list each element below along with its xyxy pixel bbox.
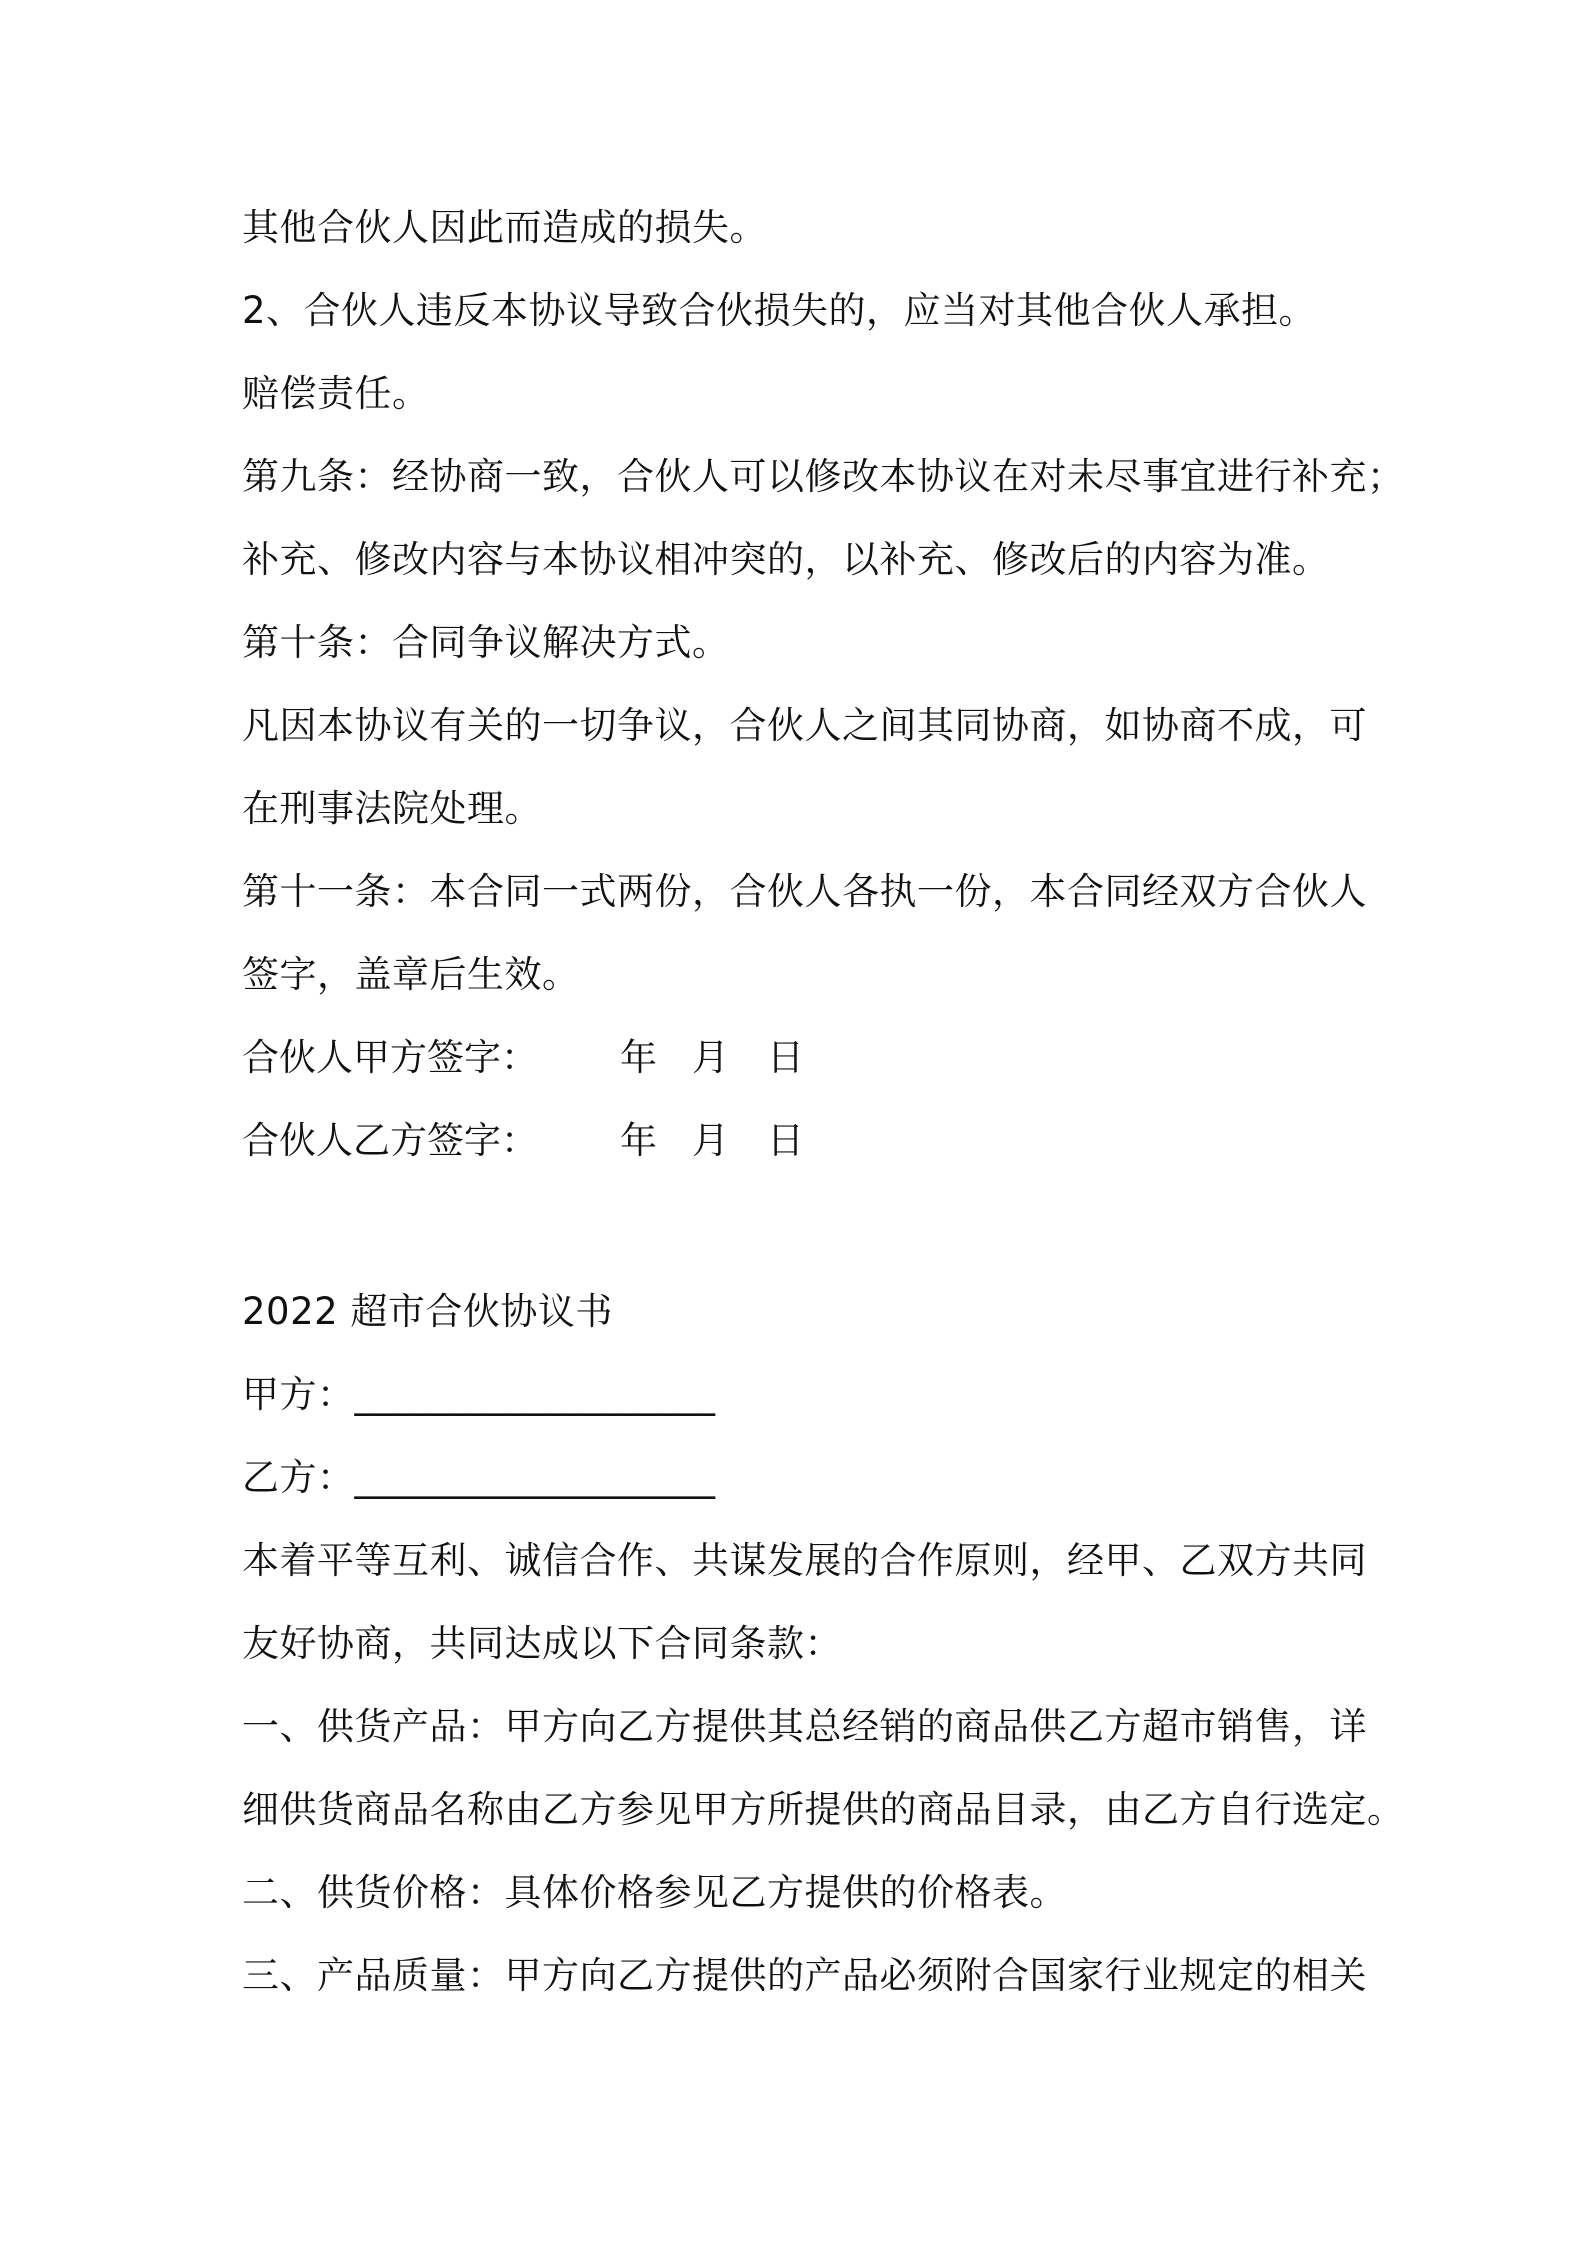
article-10-line: 第十条：合同争议解决方式。 (242, 621, 730, 664)
clause-1-line: 一、供货产品：甲方向乙方提供其总经销的商品供乙方超市销售，详 (242, 1705, 1367, 1748)
paragraph-line: 2、合伙人违反本协议导致合伙损失的，应当对其他合伙人承担。 (242, 289, 1317, 332)
paragraph-line: 其他合伙人因此而造成的损失。 (242, 206, 767, 249)
clause-2-line: 二、供货价格：具体价格参见乙方提供的价格表。 (242, 1871, 1067, 1914)
signature-day: 日 (767, 1119, 804, 1162)
signature-year: 年 (620, 1119, 657, 1162)
paragraph-line: 凡因本协议有关的一切争议，合伙人之间其同协商，如协商不成，可 (242, 704, 1367, 747)
party-b-line: 乙方：___________________ (242, 1456, 716, 1499)
signature-label: 合伙人甲方签字： (242, 1036, 538, 1079)
signature-label: 合伙人乙方签字： (242, 1119, 538, 1162)
paragraph-line: 在刑事法院处理。 (242, 787, 542, 830)
second-doc-title: 2022 超市合伙协议书 (242, 1290, 613, 1333)
clause-3-line: 三、产品质量：甲方向乙方提供的产品必须附合国家行业规定的相关 (242, 1954, 1367, 1997)
body-line: 本着平等互利、诚信合作、共谋发展的合作原则，经甲、乙双方共同 (242, 1539, 1367, 1582)
signature-month: 月 (692, 1119, 729, 1162)
paragraph-line: 补充、修改内容与本协议相冲突的，以补充、修改后的内容为准。 (242, 538, 1330, 581)
signature-month: 月 (692, 1036, 729, 1079)
paragraph-line: 赔偿责任。 (242, 372, 430, 415)
paragraph-line: 签字，盖章后生效。 (242, 953, 580, 996)
signature-year: 年 (620, 1036, 657, 1079)
body-line: 细供货商品名称由乙方参见甲方所提供的商品目录，由乙方自行选定。 (242, 1788, 1405, 1831)
article-11-line: 第十一条：本合同一式两份，合伙人各执一份，本合同经双方合伙人 (242, 870, 1367, 913)
body-line: 友好协商，共同达成以下合同条款： (242, 1622, 842, 1665)
signature-day: 日 (767, 1036, 804, 1079)
party-a-line: 甲方：___________________ (242, 1373, 716, 1416)
article-9-line: 第九条：经协商一致，合伙人可以修改本协议在对未尽事宜进行补充； (242, 455, 1405, 498)
